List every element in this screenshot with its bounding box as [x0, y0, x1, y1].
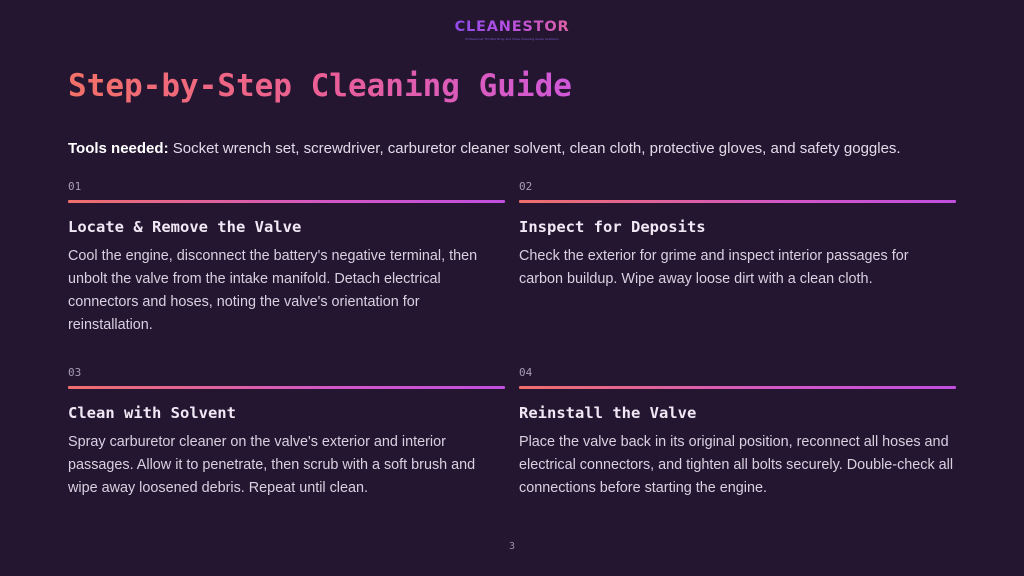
step-description: Spray carburetor cleaner on the valve's exterior and interior passages. Allow it to penetrate, then scrub with a soft brush and wipe away loosened debris. Repeat until clean.: [68, 434, 476, 496]
page-number: 3: [508, 541, 516, 552]
logo-tagline: Professional Throttle Body and Valve Cleaning Guide Solutions: [465, 37, 559, 41]
tools-needed: [68, 139, 968, 159]
step-title: Clean with Solvent: [68, 404, 236, 422]
step-card-2: [519, 180, 956, 291]
step-card-4: [519, 366, 956, 500]
step-number: 02: [519, 180, 533, 193]
step-divider: [519, 386, 956, 389]
tools-text: Socket wrench set, screwdriver, carburetor cleaner solvent, clean cloth, protective gloves, and safety goggles.: [168, 140, 901, 157]
step-title: Reinstall the Valve: [519, 404, 697, 422]
step-title: Locate & Remove the Valve: [68, 218, 302, 236]
step-number: 04: [519, 366, 533, 379]
step-divider: [519, 200, 956, 203]
tools-label: Tools needed:: [68, 140, 169, 157]
step-description: Check the exterior for grime and inspect interior passages for carbon buildup. Wipe away loose dirt with a clean cloth.: [519, 248, 909, 287]
logo: [0, 16, 1024, 41]
step-number: 03: [68, 366, 82, 379]
step-divider: [68, 386, 505, 389]
page-title: Step-by-Step Cleaning Guide: [68, 64, 572, 108]
step-card-1: [68, 180, 505, 337]
step-description: Place the valve back in its original position, reconnect all hoses and electrical connectors, and tighten all bolts securely. Double-check all connections before starting the engine.: [519, 434, 954, 496]
step-divider: [68, 200, 505, 203]
logo-wordmark: CLEANESTOR: [454, 19, 570, 35]
step-number: 01: [68, 180, 82, 193]
step-card-3: [68, 366, 505, 500]
step-title: Inspect for Deposits: [519, 218, 706, 236]
step-description: Cool the engine, disconnect the battery's negative terminal, then unbolt the valve from the intake manifold. Detach electrical connectors and hoses, noting the valve's orientation for reinstallation.: [68, 248, 478, 333]
